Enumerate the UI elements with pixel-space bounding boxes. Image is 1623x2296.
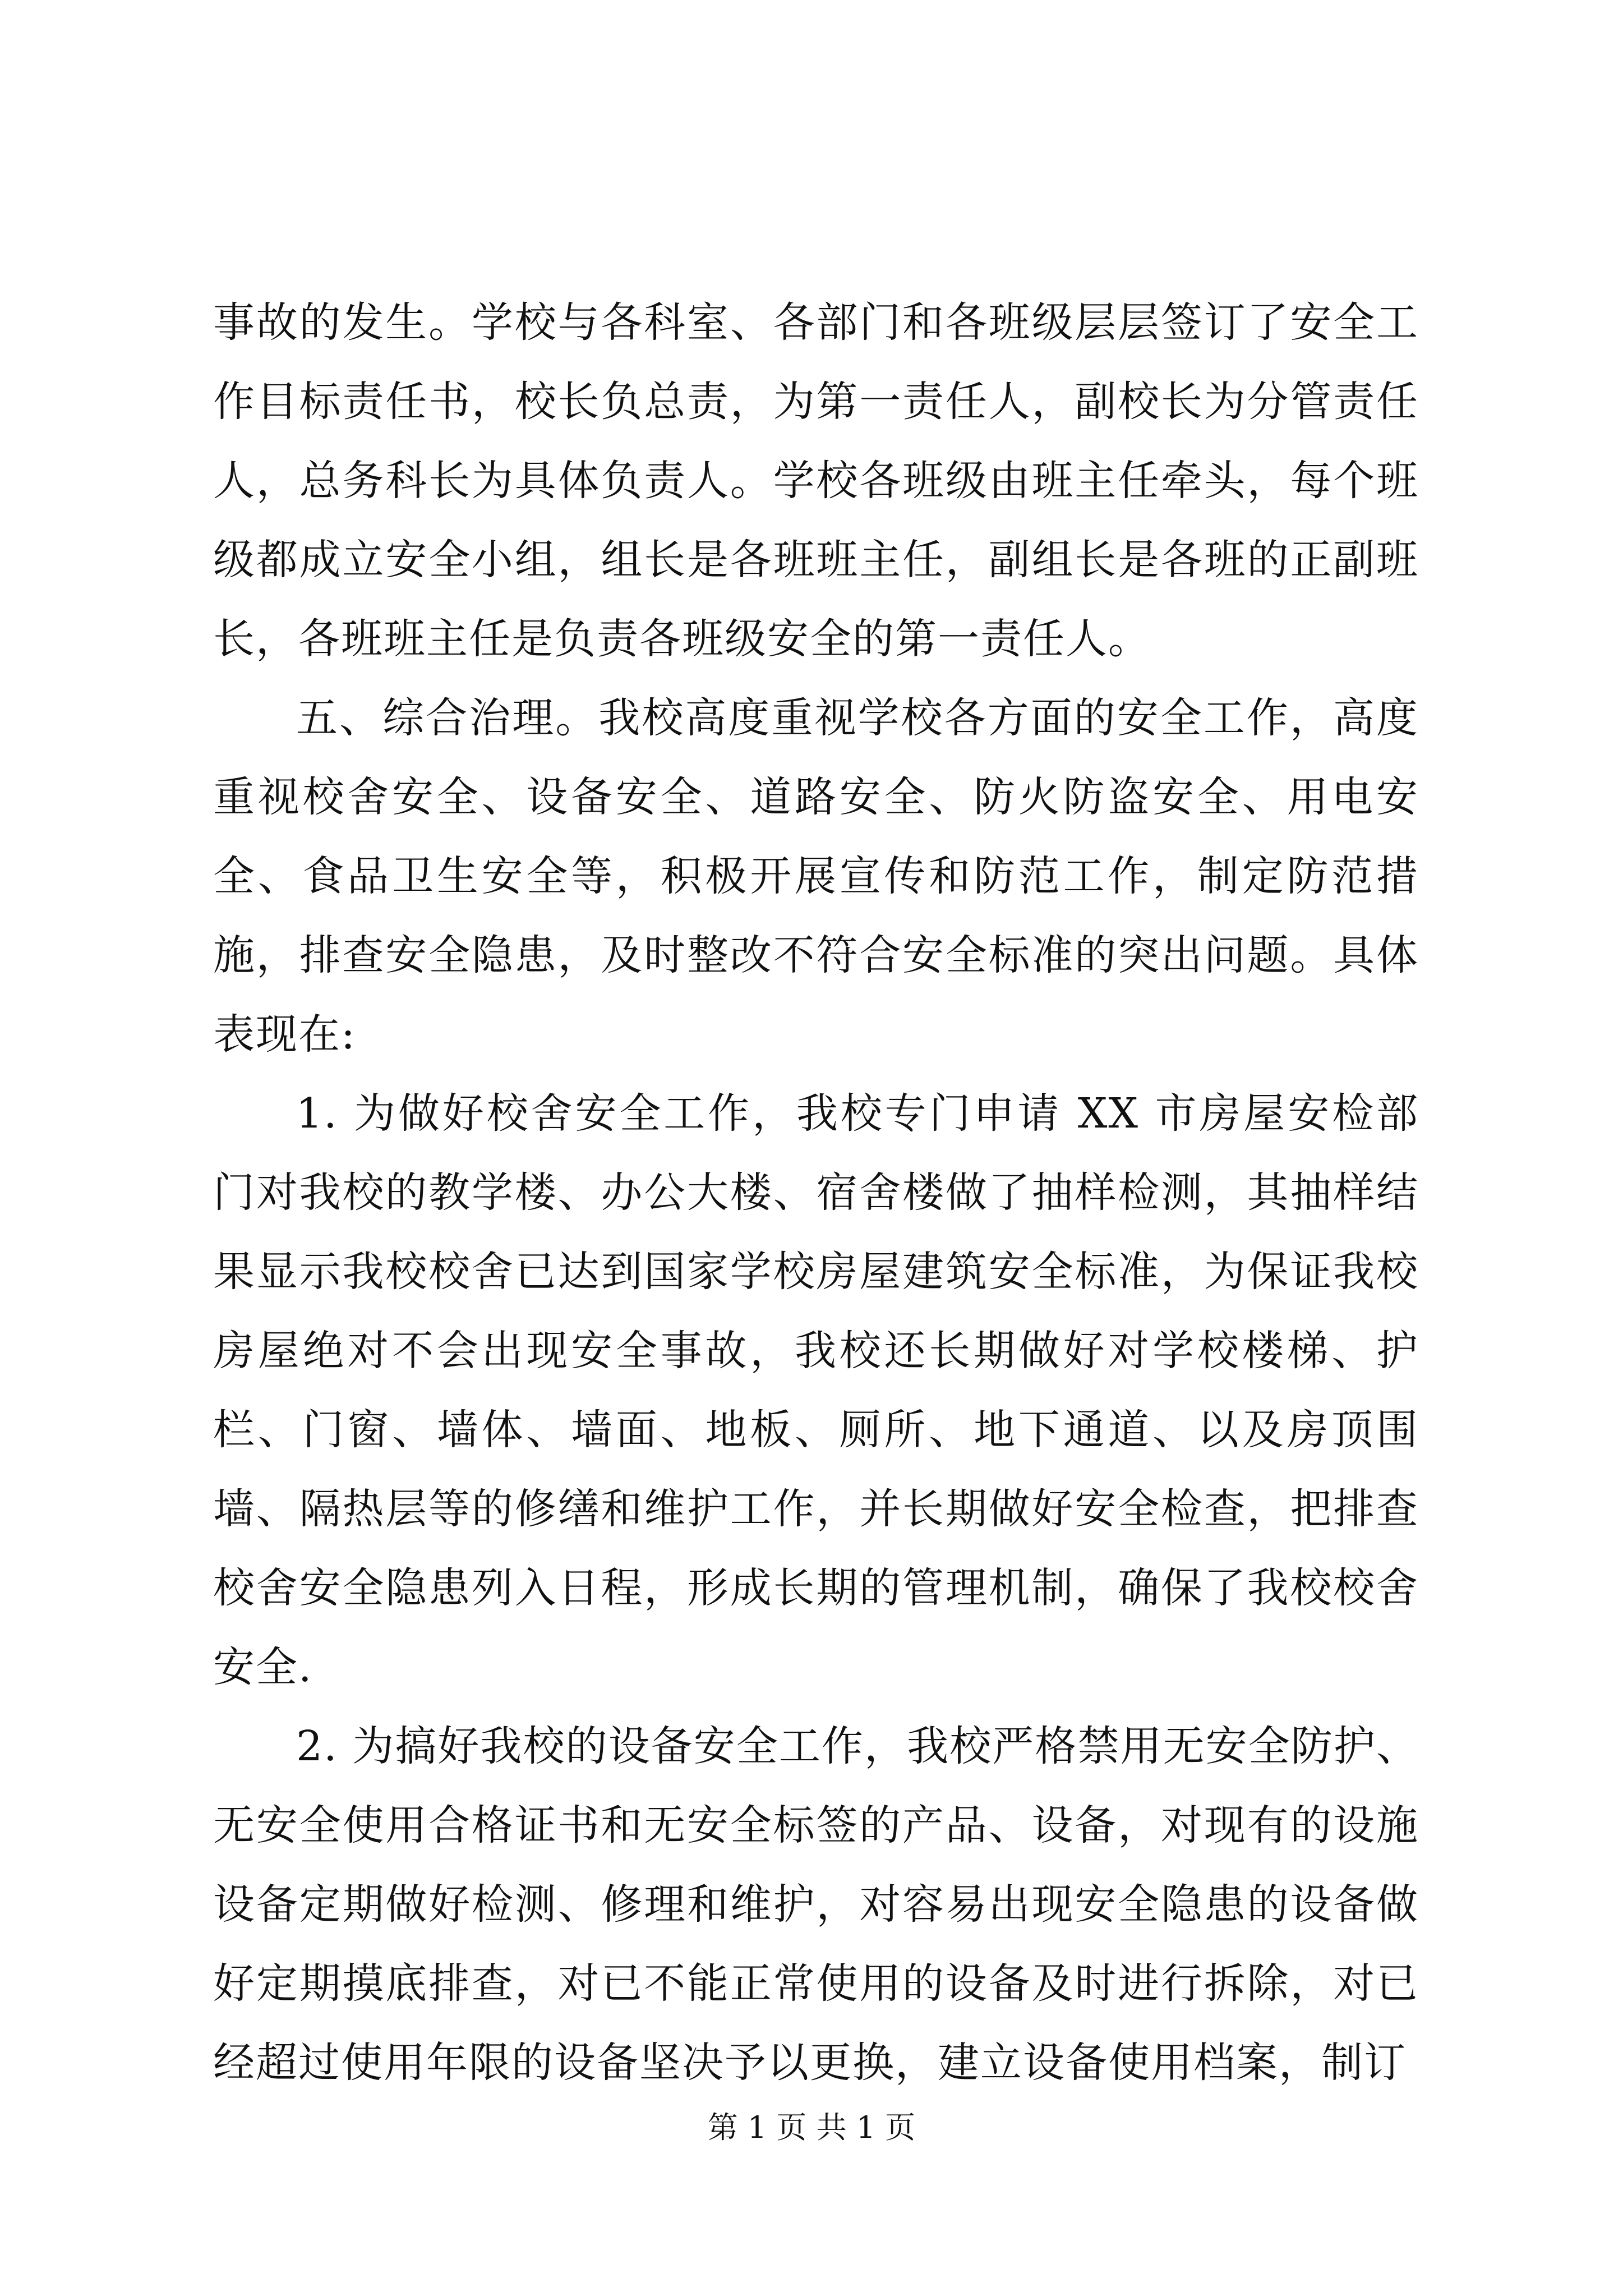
page-footer: 第 1 页 共 1 页 <box>707 2110 916 2145</box>
paragraph-equipment-safety: 2. 为搞好我校的设备安全工作，我校严格禁用无安全防护、无安全使用合格证书和无安全标签的产品、设备，对现有的设施设备定期做好检测、修理和维护，对容易出现安全隐患的设备做好定期摸底排查，对已不能正常使用的设备及时进行拆除，对已经超过使用年限的设备坚决予以更换，建立设备使用档案，制订 <box>213 1722 1419 2087</box>
document-body <box>213 283 1419 2102</box>
paragraph-accident-prevention: 事故的发生。学校与各科室、各部门和各班级层层签订了安全工作目标责任书，校长负总责，为第一责任人，副校长为分管责任人，总务科长为具体负责人。学校各班级由班主任牵头，每个班级都成立安全小组，组长是各班班主任，副组长是各班的正副班长，各班班主任是负责各班级安全的第一责任人。 <box>213 298 1419 663</box>
paragraph-comprehensive-governance: 五、综合治理。我校高度重视学校各方面的安全工作，高度重视校舍安全、设备安全、道路安全、防火防盗安全、用电安全、食品卫生安全等，积极开展宣传和防范工作，制定防范措施，排查安全隐患，及时整改不符合安全标准的突出问题。具体表现在: <box>213 694 1419 1059</box>
paragraph-building-safety: 1. 为做好校舍安全工作，我校专门申请 XX 市房屋安检部门对我校的教学楼、办公大楼、宿舍楼做了抽样检测，其抽样结果显示我校校舍已达到国家学校房屋建筑安全标准，为保证我校房屋绝对不会出现安全事故，我校还长期做好对学校楼梯、护栏、门窗、墙体、墙面、地板、厕所、地下通道、以及房顶围墙、隔热层等的修缮和维护工作，并长期做好安全检查，把排查校舍安全隐患列入日程，形成长期的管理机制，确保了我校校舍安全. <box>213 1089 1419 1691</box>
